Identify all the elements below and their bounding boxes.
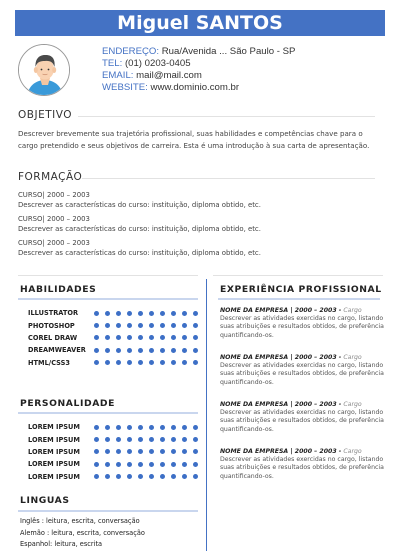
rating-dot [94, 474, 99, 479]
rating-dot [160, 425, 165, 430]
rating-dot [105, 360, 110, 365]
experience-item [220, 307, 385, 354]
experience-desc: Descrever as atividades exercidas no cargo, listando suas atribuições e resultados obtidos, de preferência quantificando-os. [220, 362, 384, 386]
rating-dot [105, 348, 110, 353]
skill-name: DREAMWEAVER [28, 346, 86, 355]
linguas-divider [18, 510, 198, 512]
rating-dot [94, 462, 99, 467]
rating-dot [94, 437, 99, 442]
trait-row [28, 471, 198, 483]
trait-rating [94, 462, 198, 467]
rating-dot [171, 311, 176, 316]
skill-row [28, 307, 198, 319]
rating-dot [193, 335, 198, 340]
formacao-heading: FORMAÇÃO [18, 171, 83, 183]
rating-dot [94, 425, 99, 430]
right-column-top-divider [213, 275, 383, 276]
skill-rating [94, 335, 198, 340]
rating-dot [171, 323, 176, 328]
rating-dot [116, 437, 121, 442]
experience-role: Cargo [343, 401, 362, 408]
rating-dot [94, 360, 99, 365]
trait-row [28, 446, 198, 458]
formacao-item-head: CURSO| 2000 – 2003 [18, 215, 90, 223]
rating-dot [160, 323, 165, 328]
rating-dot [105, 437, 110, 442]
rating-dot [160, 449, 165, 454]
experience-item [220, 354, 385, 401]
experience-head [220, 401, 385, 409]
rating-dot [193, 425, 198, 430]
rating-dot [138, 323, 143, 328]
rating-dot [149, 425, 154, 430]
rating-dot [105, 335, 110, 340]
rating-dot [105, 449, 110, 454]
objetivo-divider [78, 116, 375, 117]
trait-rating [94, 474, 198, 479]
rating-dot [149, 335, 154, 340]
skill-row [28, 319, 198, 331]
skill-row [28, 332, 198, 344]
contact-website: WEBSITE: www.dominio.com.br [102, 82, 240, 93]
rating-dot [182, 311, 187, 316]
rating-dot [193, 360, 198, 365]
experience-role: Cargo [343, 448, 362, 455]
experience-head [220, 448, 385, 456]
rating-dot [149, 462, 154, 467]
rating-dot [127, 425, 132, 430]
rating-dot [160, 437, 165, 442]
skill-row [28, 344, 198, 356]
rating-dot [138, 311, 143, 316]
rating-dot [182, 474, 187, 479]
rating-dot [116, 348, 121, 353]
rating-dot [171, 335, 176, 340]
user-avatar-icon [18, 44, 70, 96]
rating-dot [94, 311, 99, 316]
contact-phone: TEL: (01) 0203-0405 [102, 58, 191, 69]
rating-dot [94, 449, 99, 454]
skill-rating [94, 348, 198, 353]
objetivo-heading: OBJETIVO [18, 109, 72, 121]
formacao-item [18, 190, 378, 214]
rating-dot [138, 348, 143, 353]
experience-company: NOME DA EMPRESA | 2000 – 2003 - [220, 448, 342, 455]
rating-dot [116, 335, 121, 340]
experience-item [220, 401, 385, 448]
rating-dot [116, 449, 121, 454]
habilidades-heading: HABILIDADES [20, 284, 97, 295]
rating-dot [127, 437, 132, 442]
rating-dot [193, 437, 198, 442]
rating-dot [160, 474, 165, 479]
rating-dot [105, 323, 110, 328]
name-title: Miguel SANTOS [117, 12, 283, 34]
rating-dot [127, 323, 132, 328]
skill-rating [94, 360, 198, 365]
left-column-top-divider [18, 275, 198, 276]
rating-dot [138, 474, 143, 479]
rating-dot [116, 462, 121, 467]
rating-dot [182, 323, 187, 328]
rating-dot [127, 311, 132, 316]
skill-name: PHOTOSHOP [28, 321, 75, 330]
trait-rating [94, 449, 198, 454]
objetivo-text: Descrever brevemente sua trajetória profissional, suas habilidades e competências chave para o cargo pretendido e seus objetivos de carreira. Esta é uma introdução à sua carta de apresentação. [18, 129, 370, 150]
experience-desc: Descrever as atividades exercidas no cargo, listando suas atribuições e resultados obtidos, de preferência quantificando-os. [220, 315, 384, 339]
rating-dot [171, 462, 176, 467]
rating-dot [127, 348, 132, 353]
rating-dot [105, 462, 110, 467]
rating-dot [127, 474, 132, 479]
rating-dot [160, 360, 165, 365]
rating-dot [94, 323, 99, 328]
experience-desc: Descrever as atividades exercidas no cargo, listando suas atribuições e resultados obtidos, de preferência quantificando-os. [220, 409, 384, 433]
language-item: Espanhol: leitura, escrita [20, 540, 103, 548]
linguas-heading: LINGUAS [20, 495, 70, 506]
rating-dot [182, 437, 187, 442]
rating-dot [94, 335, 99, 340]
rating-dot [105, 425, 110, 430]
rating-dot [171, 425, 176, 430]
skill-name: ILLUSTRATOR [28, 309, 79, 318]
experience-role: Cargo [343, 354, 362, 361]
column-divider [206, 279, 207, 551]
rating-dot [149, 348, 154, 353]
trait-name: LOREM IPSUM [28, 447, 80, 456]
trait-name: LOREM IPSUM [28, 435, 80, 444]
contact-address: ENDEREÇO: Rua/Avenida ... São Paulo - SP [102, 46, 296, 57]
contact-email: EMAIL: mail@mail.com [102, 70, 202, 81]
formacao-list [18, 190, 378, 262]
formacao-item-desc: Descrever as características do curso: instituição, diploma obtido, etc. [18, 201, 261, 209]
rating-dot [193, 474, 198, 479]
rating-dot [94, 348, 99, 353]
rating-dot [160, 462, 165, 467]
rating-dot [116, 360, 121, 365]
rating-dot [116, 474, 121, 479]
rating-dot [138, 335, 143, 340]
experience-company: NOME DA EMPRESA | 2000 – 2003 - [220, 354, 342, 361]
rating-dot [149, 360, 154, 365]
trait-name: LOREM IPSUM [28, 423, 80, 432]
rating-dot [116, 311, 121, 316]
rating-dot [171, 348, 176, 353]
rating-dot [193, 449, 198, 454]
rating-dot [160, 311, 165, 316]
trait-name: LOREM IPSUM [28, 460, 80, 469]
rating-dot [116, 323, 121, 328]
rating-dot [171, 449, 176, 454]
experience-head [220, 354, 385, 362]
habilidades-divider [18, 298, 198, 300]
rating-dot [138, 437, 143, 442]
rating-dot [149, 311, 154, 316]
rating-dot [127, 335, 132, 340]
formacao-item-desc: Descrever as características do curso: instituição, diploma obtido, etc. [18, 249, 261, 257]
rating-dot [182, 360, 187, 365]
language-item: Inglês : leitura, escrita, conversação [20, 517, 140, 525]
rating-dot [193, 311, 198, 316]
rating-dot [193, 348, 198, 353]
trait-row [28, 421, 198, 433]
experiencia-heading: EXPERIÊNCIA PROFISSIONAL [220, 284, 382, 295]
formacao-item-head: CURSO| 2000 – 2003 [18, 191, 90, 199]
experience-desc: Descrever as atividades exercidas no cargo, listando suas atribuições e resultados obtidos, de preferência quantificando-os. [220, 456, 384, 480]
rating-dot [182, 348, 187, 353]
linguas-list [20, 516, 145, 551]
rating-dot [182, 335, 187, 340]
trait-name: LOREM IPSUM [28, 472, 80, 481]
rating-dot [182, 462, 187, 467]
trait-rating [94, 425, 198, 430]
trait-row [28, 433, 198, 445]
contact-block [102, 46, 295, 94]
rating-dot [171, 360, 176, 365]
rating-dot [182, 425, 187, 430]
skill-name: HTML/CSS3 [28, 358, 70, 367]
rating-dot [105, 311, 110, 316]
skill-rating [94, 323, 198, 328]
rating-dot [149, 474, 154, 479]
rating-dot [127, 449, 132, 454]
rating-dot [160, 348, 165, 353]
formacao-divider [82, 178, 375, 179]
rating-dot [138, 462, 143, 467]
experience-item [220, 448, 385, 495]
rating-dot [149, 437, 154, 442]
rating-dot [171, 474, 176, 479]
personalidade-list [28, 421, 198, 483]
experience-role: Cargo [343, 307, 362, 314]
rating-dot [160, 335, 165, 340]
experiencia-list [220, 307, 385, 495]
rating-dot [193, 462, 198, 467]
experience-head [220, 307, 385, 315]
personalidade-heading: PERSONALIDADE [20, 398, 116, 409]
rating-dot [149, 449, 154, 454]
personalidade-divider [18, 412, 198, 414]
trait-row [28, 458, 198, 470]
header-bar [15, 10, 385, 36]
rating-dot [193, 323, 198, 328]
rating-dot [127, 360, 132, 365]
skill-name: COREL DRAW [28, 333, 78, 342]
rating-dot [127, 462, 132, 467]
language-item: Alemão : leitura, escrita, conversação [20, 528, 145, 537]
trait-rating [94, 437, 198, 442]
formacao-item [18, 214, 378, 238]
rating-dot [171, 437, 176, 442]
rating-dot [138, 449, 143, 454]
experience-company: NOME DA EMPRESA | 2000 – 2003 - [220, 307, 342, 314]
rating-dot [138, 425, 143, 430]
habilidades-list [28, 307, 198, 369]
formacao-item [18, 238, 378, 262]
experiencia-divider [218, 298, 380, 300]
formacao-item-head: CURSO| 2000 – 2003 [18, 239, 90, 247]
rating-dot [116, 425, 121, 430]
rating-dot [182, 449, 187, 454]
experience-company: NOME DA EMPRESA | 2000 – 2003 - [220, 401, 342, 408]
skill-row [28, 357, 198, 369]
skill-rating [94, 311, 198, 316]
rating-dot [149, 323, 154, 328]
rating-dot [105, 474, 110, 479]
formacao-item-desc: Descrever as características do curso: instituição, diploma obtido, etc. [18, 225, 261, 233]
rating-dot [138, 360, 143, 365]
